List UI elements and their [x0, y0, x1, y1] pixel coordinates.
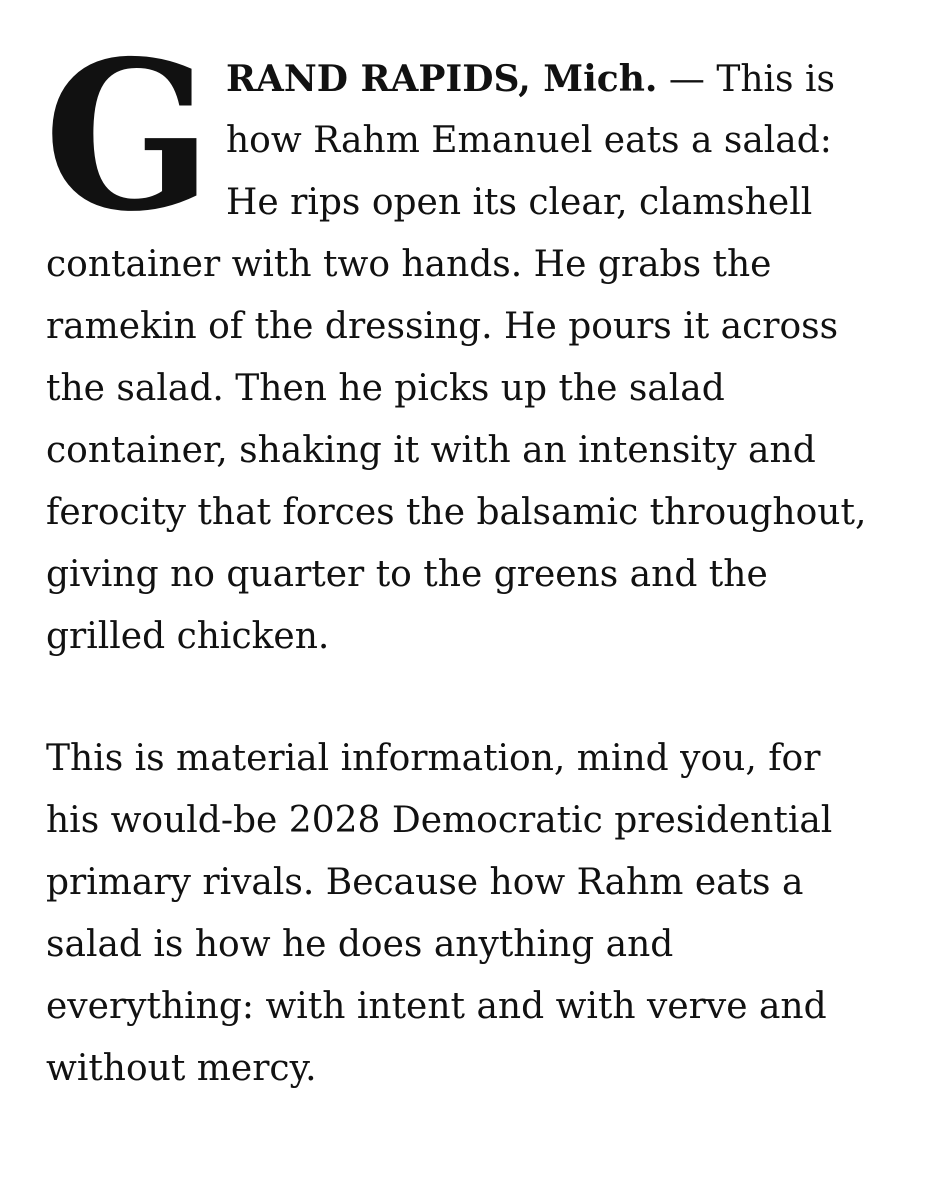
text-line: ramekin of the dressing. He pours it across	[46, 306, 839, 347]
text-line: grilled chicken.	[46, 616, 330, 657]
text-line: ferocity that forces the balsamic throughout,	[46, 492, 867, 533]
text-line: RAND RAPIDS, Mich. — This is	[226, 58, 835, 100]
text-line: container with two hands. He grabs the	[46, 244, 772, 285]
text-line: giving no quarter to the greens and the	[46, 554, 768, 595]
text-line: without mercy.	[46, 1048, 317, 1089]
drop-cap-letter: G	[44, 50, 212, 222]
paragraph-2	[46, 728, 886, 1100]
text-line: salad is how he does anything and	[46, 924, 674, 965]
article-body	[46, 48, 886, 1100]
dateline: RAND RAPIDS, Mich.	[226, 58, 658, 100]
text-line: He rips open its clear, clamshell	[226, 182, 813, 223]
text-line: his would-be 2028 Democratic presidential	[46, 800, 833, 841]
paragraph-spacer	[46, 668, 886, 728]
text-line: everything: with intent and with verve and	[46, 986, 827, 1027]
text-line: This is material information, mind you, for	[46, 738, 821, 779]
drop-cap	[44, 50, 216, 222]
text-line: container, shaking it with an intensity and	[46, 430, 816, 471]
text-line: primary rivals. Because how Rahm eats a	[46, 862, 804, 903]
text-line: the salad. Then he picks up the salad	[46, 368, 725, 409]
text-line: how Rahm Emanuel eats a salad:	[226, 120, 832, 161]
dateline-separator: —	[657, 59, 717, 100]
